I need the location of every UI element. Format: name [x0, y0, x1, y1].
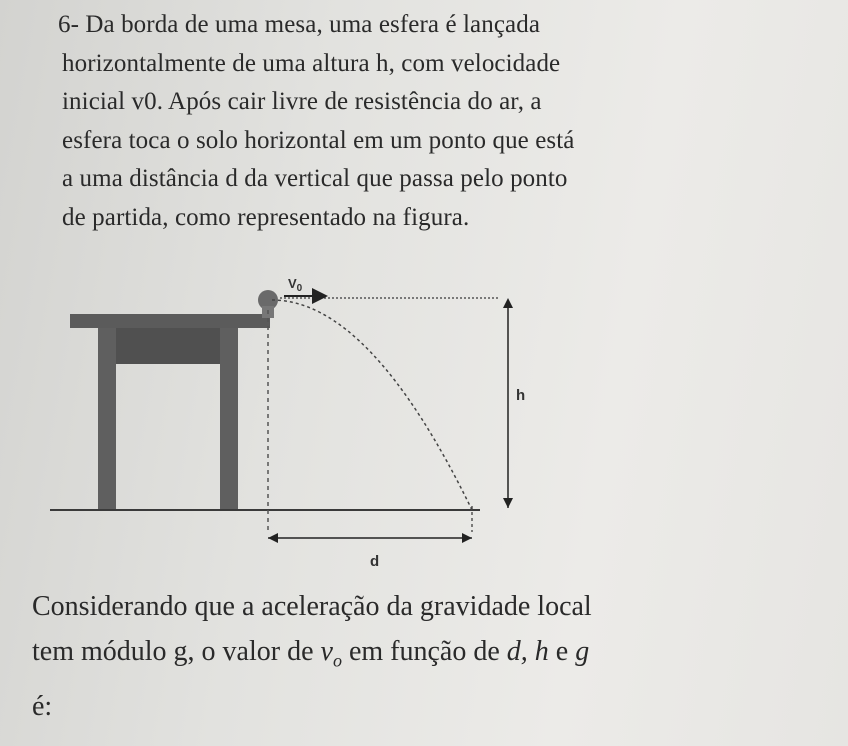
question-fragment: tem módulo g, o valor de: [32, 636, 321, 667]
projectile-diagram: [40, 270, 560, 590]
distance-label: d: [370, 553, 380, 570]
question-text: [32, 584, 822, 729]
table: [70, 314, 270, 510]
math-v-subscript: o: [332, 650, 342, 671]
height-arrow-top: [503, 298, 513, 308]
statement-line-3: inicial v0. Após cair livre de resistência do ar, a: [62, 88, 542, 115]
height-label: h: [516, 387, 526, 404]
math-v0: [320, 636, 342, 671]
statement-line-2: horizontalmente de uma altura h, com velocidade: [62, 49, 561, 77]
question-fragment: e: [548, 636, 576, 667]
table-leg-right: [220, 328, 238, 510]
distance-arrow-right: [462, 533, 472, 543]
table-apron: [116, 328, 220, 364]
velocity-label: $V_0$: [288, 276, 303, 294]
projectile-figure: [40, 270, 560, 590]
statement-line-4: esfera toca o solo horizontal em um ponto que está: [62, 126, 575, 154]
trajectory-path: [272, 300, 472, 510]
table-top: [70, 314, 270, 328]
question-line-1: Considerando que a aceleração da gravidade local: [32, 591, 592, 622]
question-fragment: em função de: [341, 636, 507, 667]
question-line-3: é:: [32, 690, 53, 722]
statement-line-5: a uma distância d da vertical que passa pelo ponto: [62, 165, 568, 192]
math-g: g: [575, 636, 590, 667]
height-arrow-bottom: [503, 498, 513, 508]
statement-line-1: 6- Da borda de uma mesa, uma esfera é lançada: [58, 11, 541, 38]
statement-line-6: de partida, como representado na figura.: [62, 203, 470, 231]
table-leg-left: [98, 328, 116, 510]
question-line-2: [32, 629, 822, 684]
math-v: v: [320, 636, 333, 667]
distance-arrow-left: [268, 533, 278, 543]
math-variables: d, h: [506, 636, 549, 667]
problem-statement: [58, 6, 762, 237]
